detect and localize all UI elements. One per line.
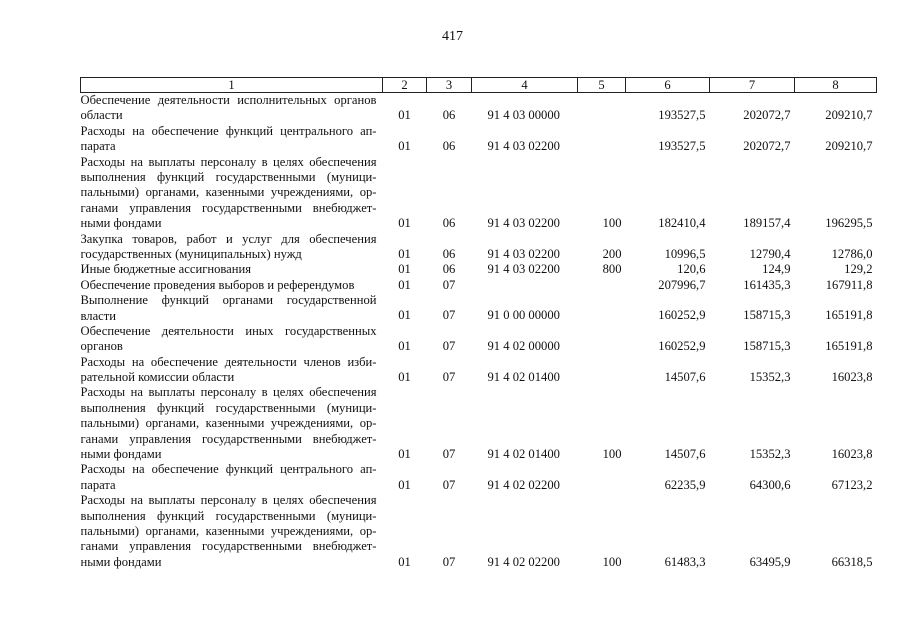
description-line: ными фондами — [80, 447, 162, 462]
description-line: выполнения функций государственными (муници- — [80, 508, 377, 523]
amount-col7: 161435,3 — [743, 277, 791, 292]
table-row — [81, 385, 877, 462]
target-article — [472, 278, 578, 293]
target-article: 91 4 02 01400 — [487, 370, 560, 385]
amount-col8: 66318,5 — [831, 554, 873, 569]
amount-col8: 67123,2 — [831, 477, 873, 492]
description-line: власти — [80, 308, 116, 323]
row-description — [81, 232, 383, 263]
description-line: области — [80, 108, 123, 123]
description-line: Расходы на обеспечение функций центрального ап- — [80, 462, 377, 477]
section-code: 01 — [398, 262, 411, 277]
description-line: Обеспечение деятельности исполнительных органов — [80, 93, 377, 107]
amount-col6: 14507,6 — [664, 447, 706, 461]
subsection-code: 07 — [442, 477, 456, 492]
amount-col6: 61483,3 — [664, 554, 706, 569]
amount-col8: 167911,8 — [825, 277, 873, 292]
expense-type: 100 — [602, 216, 622, 231]
column-header-8: 8 — [795, 78, 877, 93]
subsection-code: 07 — [442, 370, 456, 385]
amount-col7: 158715,3 — [743, 339, 791, 354]
description-line: Расходы на выплаты персоналу в целях обеспечения — [80, 385, 377, 400]
column-header-6: 6 — [626, 78, 710, 93]
description-line: Обеспечение деятельности иных государственных — [80, 323, 377, 338]
description-line: Выполнение функций органами государственной — [80, 293, 377, 308]
description-line: парата — [80, 477, 116, 492]
amount-col7: 64300,6 — [749, 477, 791, 492]
expense-type: 100 — [602, 447, 622, 461]
description-line: выполнения функций государственными (муници- — [80, 400, 377, 415]
target-article: 91 4 02 02200 — [487, 554, 560, 569]
section-code: 01 — [398, 339, 411, 354]
amount-col6: 182410,4 — [658, 216, 706, 231]
description-line: Закупка товаров, работ и услуг для обеспечения — [80, 231, 377, 246]
description-line: государственных (муниципальных) нужд — [80, 246, 302, 261]
expense-type: 800 — [602, 262, 622, 277]
description-line: ганами управления государственными внебюджет- — [80, 200, 377, 215]
row-description — [81, 278, 383, 293]
page-number: 417 — [442, 29, 463, 44]
expense-type — [578, 293, 626, 324]
amount-col8: 12786,0 — [831, 246, 873, 261]
table-row — [81, 93, 877, 124]
target-article: 91 4 03 02200 — [487, 139, 560, 154]
amount-col6: 160252,9 — [658, 308, 706, 323]
expense-type — [578, 355, 626, 386]
amount-col6: 160252,9 — [658, 339, 706, 354]
amount-col8: 209210,7 — [825, 108, 873, 123]
row-description — [81, 355, 383, 386]
amount-col8: 165191,8 — [825, 308, 873, 323]
table-row — [81, 462, 877, 493]
amount-col6: 207996,7 — [658, 277, 706, 292]
amount-col7: 158715,3 — [743, 308, 791, 323]
amount-col8: 16023,8 — [831, 447, 873, 461]
table-row — [81, 155, 877, 232]
section-code: 01 — [398, 108, 411, 123]
target-article: 91 4 03 02200 — [487, 262, 560, 277]
section-code: 01 — [398, 370, 411, 385]
section-code: 01 — [398, 277, 411, 292]
description-line: пальными) органами, казенными учреждениями, ор- — [80, 523, 377, 538]
section-code: 01 — [398, 477, 411, 492]
row-description — [81, 385, 383, 462]
row-description — [81, 324, 383, 355]
column-header-7: 7 — [710, 78, 795, 93]
amount-col7: 12790,4 — [749, 246, 791, 261]
expense-type — [578, 324, 626, 355]
table-row — [81, 262, 877, 277]
subsection-code: 06 — [442, 108, 456, 123]
amount-col7: 202072,7 — [743, 139, 791, 154]
target-article: 91 4 02 02200 — [487, 477, 560, 492]
expense-type — [578, 93, 626, 124]
table-row — [81, 232, 877, 263]
table-row — [81, 293, 877, 324]
description-line: выполнения функций государственными (муници- — [80, 169, 377, 184]
target-article: 91 4 03 02200 — [487, 246, 560, 261]
description-line: Расходы на выплаты персоналу в целях обеспечения — [80, 154, 377, 169]
amount-col7: 63495,9 — [749, 554, 791, 569]
column-header-2: 2 — [383, 78, 427, 93]
section-code: 01 — [398, 308, 411, 323]
table-row — [81, 324, 877, 355]
table-row — [81, 124, 877, 155]
section-code: 01 — [398, 554, 411, 569]
row-description — [81, 462, 383, 493]
description-line: ными фондами — [80, 216, 162, 231]
subsection-code: 06 — [442, 262, 456, 277]
amount-col6: 193527,5 — [658, 139, 706, 154]
section-code: 01 — [398, 246, 411, 261]
subsection-code: 06 — [442, 246, 456, 261]
column-header-5: 5 — [578, 78, 626, 93]
table-row — [81, 355, 877, 386]
amount-col8: 16023,8 — [831, 370, 873, 385]
row-description — [81, 93, 383, 124]
amount-col8: 209210,7 — [825, 139, 873, 154]
section-code: 01 — [398, 139, 411, 154]
row-description — [81, 155, 383, 232]
description-line: Расходы на обеспечение функций центрального ап- — [80, 123, 377, 138]
expense-type: 100 — [602, 554, 622, 569]
row-description — [81, 493, 383, 570]
description-line: органов — [80, 339, 123, 354]
amount-col6: 120,6 — [677, 262, 706, 277]
subsection-code: 07 — [442, 308, 456, 323]
subsection-code: 07 — [442, 554, 456, 569]
amount-col7: 202072,7 — [743, 108, 791, 123]
amount-col7: 189157,4 — [743, 216, 791, 231]
amount-col8: 129,2 — [844, 262, 873, 277]
description-line: пальными) органами, казенными учреждениями, ор- — [80, 185, 377, 200]
description-line: ганами управления государственными внебюджет- — [80, 431, 377, 446]
description-line: Расходы на выплаты персоналу в целях обеспечения — [80, 493, 377, 508]
amount-col7: 124,9 — [762, 262, 791, 277]
header-row — [81, 78, 877, 93]
subsection-code: 06 — [442, 139, 456, 154]
column-header-1: 1 — [81, 78, 383, 93]
row-description — [81, 124, 383, 155]
table-row — [81, 278, 877, 293]
target-article: 91 4 02 00000 — [487, 339, 560, 354]
subsection-code: 07 — [442, 447, 456, 461]
amount-col7: 15352,3 — [749, 447, 791, 461]
amount-col8: 165191,8 — [825, 339, 873, 354]
subsection-code: 07 — [442, 277, 456, 292]
description-line: Расходы на обеспечение деятельности членов изби- — [80, 354, 377, 369]
amount-col6: 193527,5 — [658, 108, 706, 123]
expense-type — [578, 462, 626, 493]
amount-col8: 196295,5 — [825, 216, 873, 231]
expense-type — [578, 278, 626, 293]
table-row — [81, 493, 877, 570]
subsection-code: 07 — [442, 339, 456, 354]
description-line: ганами управления государственными внебюджет- — [80, 539, 377, 554]
section-code: 01 — [398, 216, 411, 231]
amount-col6: 14507,6 — [664, 370, 706, 385]
amount-col6: 62235,9 — [664, 477, 706, 492]
amount-col7: 15352,3 — [749, 370, 791, 385]
amount-col6: 10996,5 — [664, 246, 706, 261]
budget-table — [80, 77, 877, 570]
subsection-code: 06 — [442, 216, 456, 231]
target-article: 91 4 03 02200 — [487, 216, 560, 231]
description-line: пальными) органами, казенными учреждениями, ор- — [80, 416, 377, 431]
row-description — [81, 262, 383, 277]
target-article: 91 4 02 01400 — [487, 447, 560, 461]
target-article: 91 4 03 00000 — [487, 108, 560, 123]
section-code: 01 — [398, 447, 411, 461]
row-description — [81, 293, 383, 324]
expense-type — [578, 124, 626, 155]
target-article: 91 0 00 00000 — [487, 308, 560, 323]
column-header-3: 3 — [427, 78, 472, 93]
description-line: рательной комиссии области — [80, 370, 235, 385]
expense-type: 200 — [602, 246, 622, 261]
description-line: парата — [80, 139, 116, 154]
column-header-4: 4 — [472, 78, 578, 93]
description-line: Иные бюджетные ассигнования — [80, 262, 252, 277]
description-line: ными фондами — [80, 554, 162, 569]
description-line: Обеспечение проведения выборов и референдумов — [80, 277, 355, 292]
